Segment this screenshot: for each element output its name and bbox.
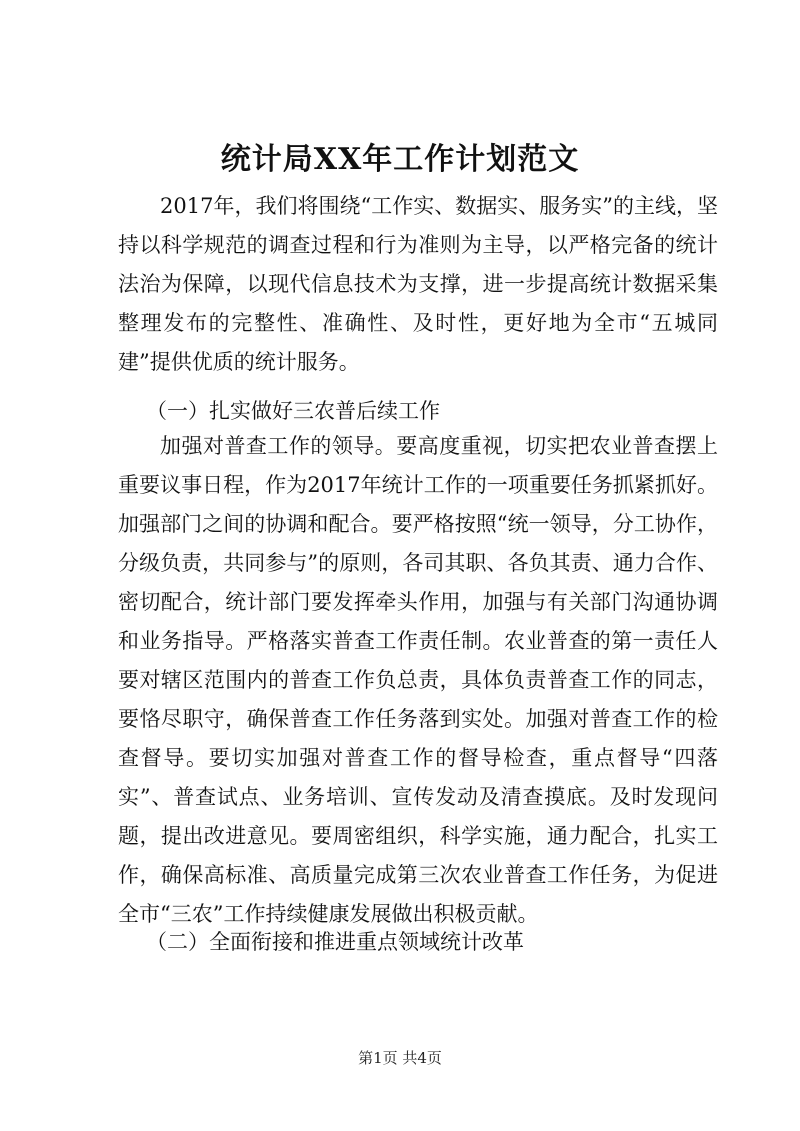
document-title: 统计局XX年工作计划范文 xyxy=(220,142,580,177)
section-heading-1: （一）扎实做好三农普后续工作 xyxy=(146,399,440,423)
intro-paragraph: 2017年，我们将围绕“工作实、数据实、服务实”的主线，坚持以科学规范的调查过程和行为准则为主导，以严格完备的统计法治为保障，以现代信息技术为支撑，进一步提高统计数据采集整理发布的完整性、准确性、及时性，更好地为全市“五城同建”提供优质的统计服务。 xyxy=(118,194,718,374)
section-heading-2: （二）全面衔接和推进重点领域统计改革 xyxy=(146,930,524,954)
section-1-paragraph: 加强对普查工作的领导。要高度重视，切实把农业普查摆上重要议事日程，作为2017年统计工作的一项重要任务抓紧抓好。加强部门之间的协调和配合。要严格按照“统一领导，分工协作，分级负责，共同参与”的原则，各司其职、各负其责、通力合作、密切配合，统计部门要发挥牵头作用，加强与有关部门沟通协调和业务指导。严格落实普查工作责任制。农业普查的第一责任人要对辖区范围内的普查工作负总责，具体负责普查工作的同志，要恪尽职守，确保普查工作任务落到实处。加强对普查工作的检查督导。要切实加强对普查工作的督导检查，重点督导“四落实”、普查试点、业务培训、宣传发动及清查摸底。及时发现问题，提出改进意见。要周密组织，科学实施，通力配合，扎实工作，确保高标准、高质量完成第三次农业普查工作任务，为促进全市“三农”工作持续健康发展做出积极贡献。 xyxy=(118,434,718,926)
page-number-footer: 第1页 共4页 xyxy=(358,1049,442,1067)
